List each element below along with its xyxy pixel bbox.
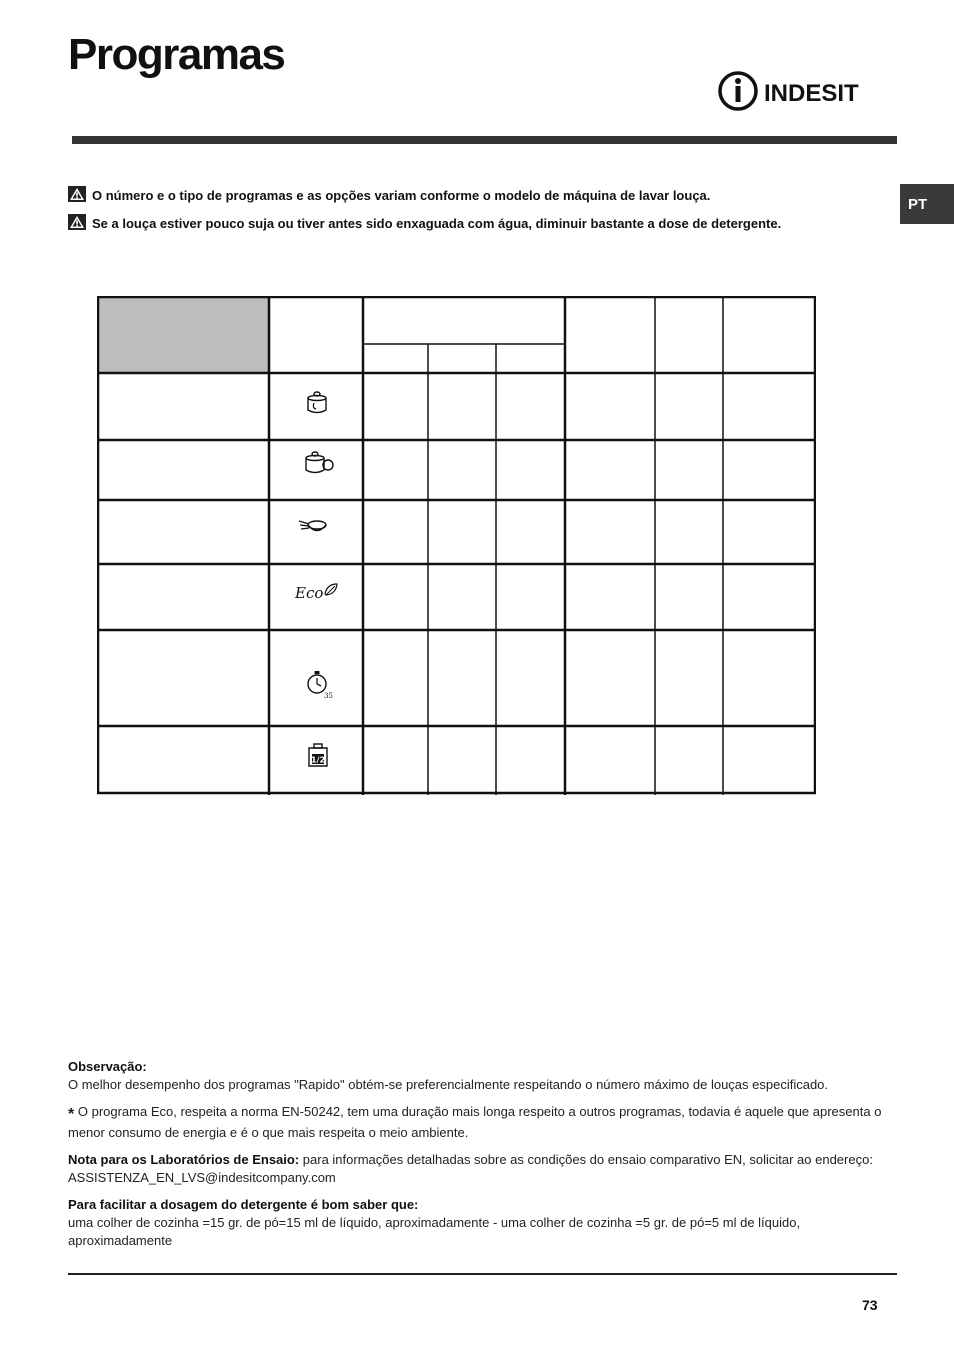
brand-name: INDESIT (764, 80, 859, 107)
whisk-bowl-icon (297, 512, 333, 538)
half-load-icon (305, 742, 331, 770)
footer-rule (68, 1273, 897, 1275)
note-dosage (68, 1196, 888, 1250)
page-number: 73 (862, 1297, 878, 1313)
warning-note-2 (68, 214, 803, 233)
warning-triangle-icon (68, 214, 86, 230)
asterisk-marker: * (68, 1106, 75, 1123)
indesit-logo (716, 68, 876, 114)
dosage-text: uma colher de cozinha =15 gr. de pó=15 ml de líquido, aproximadamente - uma colher de cozinha =5 gr. de pó=5 ml de líquido, aproximadamente (68, 1215, 801, 1248)
pot-with-cup-icon (302, 448, 336, 478)
language-tab: PT (900, 184, 954, 224)
warning-triangle-icon (68, 186, 86, 202)
dosage-title: Para facilitar a dosagem do detergente é bom saber que: (68, 1197, 419, 1212)
warning-text-2: Se a louça estiver pouco suja ou tiver antes sido enxaguada com água, diminuir bastante a dose de detergente. (92, 216, 782, 231)
note-eco (68, 1103, 888, 1142)
notes-section (68, 1058, 888, 1259)
eco-icon-text: Eco (295, 584, 324, 602)
note-observacao (68, 1058, 888, 1094)
note-labs (68, 1151, 888, 1187)
eco-text: O programa Eco, respeita a norma EN-50242, tem uma duração mais longa respeito a outros programas, todavia é aquele que apresenta o menor consumo de energia e é o que mais respeita o meio ambiente. (68, 1104, 882, 1140)
observacao-text: O melhor desempenho dos programas "Rapido" obtém-se preferencialmente respeitando o número máximo de louças especificado. (68, 1077, 829, 1092)
labs-title: Nota para os Laboratórios de Ensaio: (68, 1152, 300, 1167)
observacao-title: Observação: (68, 1059, 147, 1074)
table-header-gray-cell (98, 297, 269, 373)
program-table (97, 296, 816, 795)
labs-text: para informações detalhadas sobre as condições do ensaio comparativo EN, solicitar ao endereço: ASSISTENZA_EN_LVS@indesitcompany.com (68, 1152, 873, 1185)
eco-leaf-icon (293, 580, 341, 604)
stopwatch-35-icon (305, 669, 335, 699)
heavy-pot-icon (302, 388, 332, 418)
header-rule (72, 136, 897, 144)
warning-note-1 (68, 186, 803, 205)
stopwatch-icon-text: 35 (324, 692, 333, 699)
program-table-grid (97, 296, 816, 795)
page-title: Programas (68, 30, 285, 79)
half-load-icon-text: 1/2 (310, 755, 326, 765)
warning-text-1: O número e o tipo de programas e as opções variam conforme o modelo de máquina de lavar louça. (92, 188, 711, 203)
